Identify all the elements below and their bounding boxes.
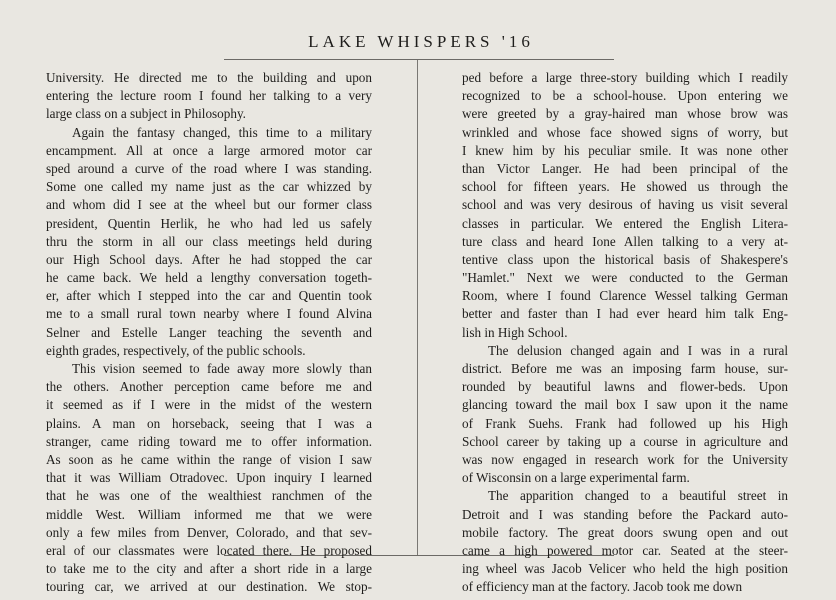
text-line: that it was William Otradovec. Upon inquiry I learned [46, 470, 372, 486]
text-line: sped around a curve of the road where I was standing. [46, 160, 372, 176]
text-line: Again the fantasy changed, this time to a military [72, 124, 372, 140]
column-divider [417, 60, 418, 556]
text-line: touring car, we arrived at our destination. We stop- [46, 579, 372, 595]
text-line: school and was very desirous of having us visit several [462, 197, 788, 213]
text-line: than Victor Langer. He had been principal of the [462, 160, 788, 176]
text-line: large class on a subject in Philosophy. [46, 106, 246, 122]
text-line: thru the storm in all our class meetings held during [46, 233, 372, 249]
page-header: LAKE WHISPERS '16 [308, 32, 534, 51]
text-line: stranger, came riding toward me to offer information. [46, 433, 372, 449]
text-line: lish in High School. [462, 324, 568, 340]
text-line: our High School days. After he had stopped the car [46, 251, 372, 267]
text-line: of Frank Suehs. Frank had followed up his High [462, 415, 788, 431]
text-line: er, after which I stepped into the car and Quentin took [46, 288, 372, 304]
text-line: Room, where I found Clarence Wessel talking German [462, 288, 788, 304]
text-line: ing wheel was Jacob Velicer who held the high position [462, 561, 788, 577]
text-line: The apparition changed to a beautiful street in [488, 488, 788, 504]
text-line: wrinkled and whose face showed signs of worry, but [462, 124, 788, 140]
text-line: was now engaged in research work for the University [462, 451, 788, 467]
text-line: ture class and heard Ione Allen talking to a very at- [462, 233, 788, 249]
text-line: recognized to be a school-house. Upon entering we [462, 88, 788, 104]
header-rule [224, 59, 614, 60]
text-line: mobile factory. The great doors swung open and out [462, 524, 788, 540]
text-line: it seemed as if I were in the midst of the western [46, 397, 372, 413]
text-line: "Hamlet." Next we were conducted to the German [462, 270, 788, 286]
text-line: The delusion changed again and I was in a rural [488, 342, 788, 358]
text-line: came a high powered motor car. Seated at the steer- [462, 542, 788, 558]
text-line: that he was one of the wealthiest ranchmen of the [46, 488, 372, 504]
text-line: were greeted by a gray-haired man whose brow was [462, 106, 788, 122]
text-line: president, Quentin Herlik, he who had led us safely [46, 215, 372, 231]
text-line: I knew him by his peculiar smile. It was none other [462, 142, 788, 158]
text-line: University. He directed me to the building and upon [46, 70, 372, 85]
text-line: Some one called my name just as the car whizzed by [46, 179, 372, 195]
text-line: the others. Another perception came before me and [46, 379, 372, 395]
right-column [462, 69, 788, 596]
text-line: me to a small rural town nearby where I found Alvina [46, 306, 372, 322]
text-line: district. Before me was an imposing farm house, sur- [462, 361, 788, 376]
text-line: glancing toward the mail box I saw upon it the name [462, 397, 788, 413]
text-line: he came back. We held a lengthy conversation togeth- [46, 270, 372, 286]
text-line: encampment. All at once a large armored motor car [46, 142, 372, 158]
text-line: rounded by beautiful lawns and flower-beds. Upon [462, 379, 788, 395]
text-line: plains. A man on horseback, seeing that I was a [46, 415, 372, 431]
text-line: and whom did I see at the wheel but our former class [46, 197, 372, 213]
text-line: of efficiency man at the factory. Jacob took me down [462, 579, 743, 595]
text-line: school for fifteen years. He showed us through the [462, 179, 788, 195]
text-line: Selner and Estelle Langer teaching the seventh and [46, 324, 372, 340]
text-line: tentive class upon the historical basis of Shakespere's [462, 251, 788, 267]
text-line: eighth grades, respectively, of the public schools. [46, 342, 306, 358]
text-line: classes in particular. We entered the English Litera- [462, 215, 788, 231]
text-line: eral of our classmates were located there. He proposed [46, 542, 372, 558]
text-line: Detroit and I was standing before the Packard auto- [462, 506, 788, 522]
text-line: of Wisconsin on a large experimental farm. [462, 470, 690, 486]
text-line: School career by taking up a course in agriculture and [462, 433, 788, 449]
text-line: middle West. William informed me that we were [46, 506, 372, 522]
text-line: entering the lecture room I found her talking to a very [46, 88, 372, 104]
text-line: This vision seemed to fade away more slowly than [72, 361, 372, 376]
text-line: ped before a large three-story building which I readily [462, 70, 788, 85]
text-line: only a few miles from Denver, Colorado, and that sev- [46, 524, 372, 540]
left-column [46, 69, 372, 596]
text-line: better and faster than I had ever heard him talk Eng- [462, 306, 788, 322]
text-line: As soon as he came within the range of vision I saw [46, 451, 372, 467]
text-line: to take me to the city and after a short ride in a large [46, 561, 372, 577]
